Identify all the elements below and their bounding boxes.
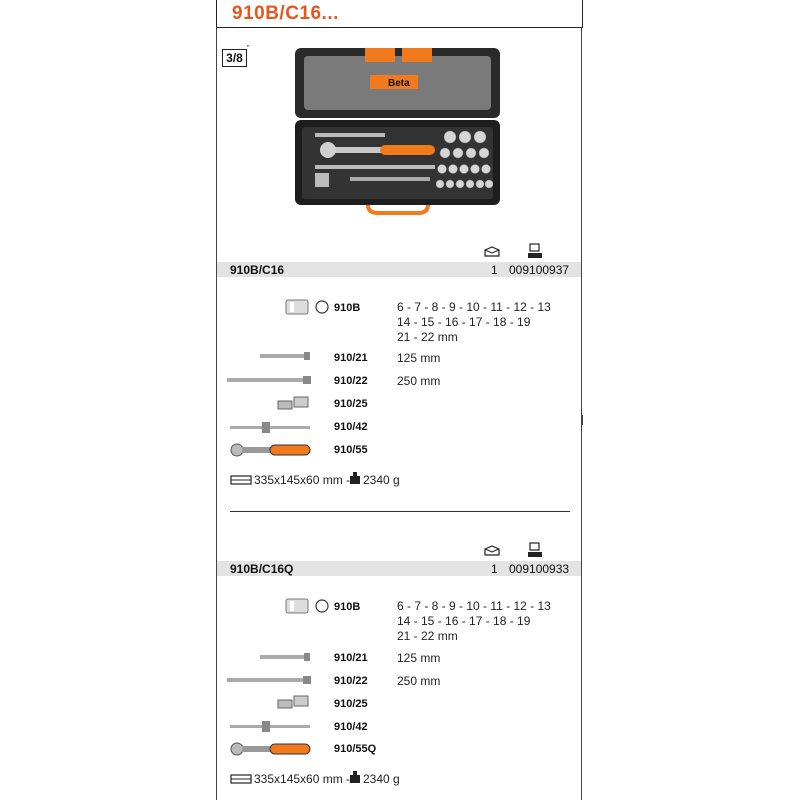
- lid-clip-right: [402, 48, 432, 62]
- part-number: 910/22: [334, 675, 368, 687]
- spec-line: 125 mm: [397, 351, 441, 365]
- universal-joint: [315, 173, 329, 187]
- section-divider: [230, 511, 570, 512]
- t-handle-icon: [228, 719, 312, 733]
- part-number: 910/21: [334, 352, 368, 364]
- brand-logo: Beta: [388, 78, 410, 89]
- part-number: 910B: [334, 302, 361, 314]
- ratchet-icon: [228, 741, 312, 757]
- product-qty: 1: [491, 562, 498, 576]
- case-handle: [368, 205, 428, 213]
- socket-sizes: [397, 599, 551, 644]
- weight: 2340 g: [363, 473, 400, 487]
- t-handle-bar: [350, 177, 430, 181]
- short-extension-icon: [258, 653, 313, 661]
- socket-icon: [284, 298, 330, 316]
- dimensions: 335x145x60 mm -: [254, 772, 351, 786]
- part-number: 910/25: [334, 398, 368, 410]
- case-dims-icon: [230, 474, 252, 486]
- weight-icon: [349, 770, 361, 784]
- part-number: 910/22: [334, 375, 368, 387]
- product-qty: 1: [491, 263, 498, 277]
- toolset-case-image: [290, 45, 520, 215]
- spec-line: 14 - 15 - 16 - 17 - 18 - 19: [397, 614, 531, 628]
- spec-line: 250 mm: [397, 674, 441, 688]
- weight: 2340 g: [363, 772, 400, 786]
- open-box-icon: [483, 244, 501, 258]
- t-handle-icon: [228, 420, 312, 434]
- barcode-register-icon: [527, 243, 543, 259]
- case-dims-icon: [230, 773, 252, 785]
- part-number: 910/21: [334, 652, 368, 664]
- frame-tick: [581, 415, 583, 425]
- part-number: 910/55: [334, 444, 368, 456]
- universal-joint-icon: [276, 395, 312, 413]
- universal-joint-icon: [276, 694, 312, 712]
- spec-line: 6 - 7 - 8 - 9 - 10 - 11 - 12 - 13: [397, 300, 551, 314]
- long-extension-icon: [225, 676, 313, 684]
- drive-size-badge: 3/8: [222, 49, 247, 67]
- part-number: 910/55Q: [334, 743, 377, 755]
- part-number: 910/42: [334, 421, 368, 433]
- weight-icon: [349, 471, 361, 485]
- drive-size-unit: ": [247, 45, 250, 52]
- frame-left-border: [216, 27, 217, 800]
- part-number: 910/42: [334, 721, 368, 733]
- open-box-icon: [483, 543, 501, 557]
- product-code: 910B/C16: [230, 263, 285, 277]
- spec-line: 21 - 22 mm: [397, 629, 458, 643]
- product-number: 009100937: [509, 263, 570, 277]
- product-number: 009100933: [509, 562, 570, 576]
- dimensions: 335x145x60 mm -: [254, 473, 351, 487]
- extension-bar: [315, 165, 435, 169]
- extension-bar: [315, 133, 385, 137]
- ratchet-head: [320, 142, 336, 158]
- spec-line: 6 - 7 - 8 - 9 - 10 - 11 - 12 - 13: [397, 599, 551, 613]
- ratchet-handle: [380, 145, 435, 155]
- page-title: 910B/C16...: [232, 3, 339, 24]
- spec-line: 250 mm: [397, 374, 441, 388]
- lid-clip-left: [365, 48, 395, 62]
- long-extension-icon: [225, 376, 313, 384]
- part-number: 910B: [334, 601, 361, 613]
- spec-line: 21 - 22 mm: [397, 330, 458, 344]
- ratchet-icon: [228, 442, 312, 458]
- barcode-register-icon: [527, 542, 543, 558]
- socket-sizes: [397, 300, 551, 345]
- short-extension-icon: [258, 352, 313, 360]
- spec-line: 14 - 15 - 16 - 17 - 18 - 19: [397, 315, 531, 329]
- product-code: 910B/C16Q: [230, 562, 294, 576]
- frame-right-border: [581, 27, 582, 800]
- spec-line: 125 mm: [397, 651, 441, 665]
- part-number: 910/25: [334, 698, 368, 710]
- socket-icon: [284, 597, 330, 615]
